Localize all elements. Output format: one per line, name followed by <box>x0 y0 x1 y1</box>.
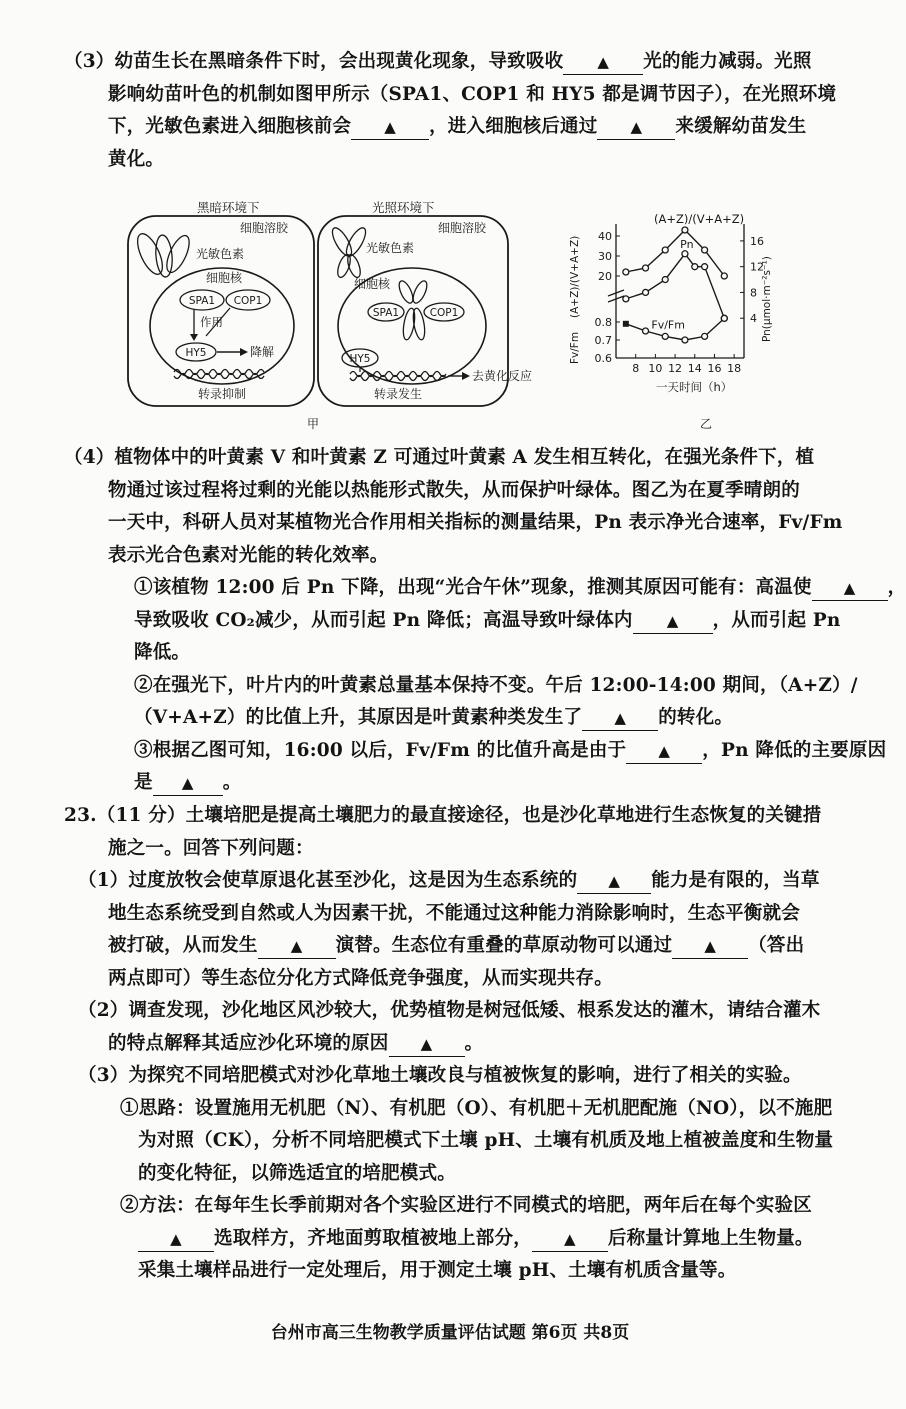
q4-line: ③根据乙图可知，16:00 以后，Fv/Fm 的比值升高是由于 ▲ ，Pn 降低的主要原因 <box>64 735 854 768</box>
hy5-label: HY5 <box>349 353 371 365</box>
figure-jia-caption: 甲 <box>307 417 320 431</box>
x-tick-label: 8 <box>632 362 640 375</box>
q4-line: 物通过该过程将过剩的光能以热能形式散失，从而保护叶绿体。图乙为在夏季晴朗的 <box>108 479 800 501</box>
answer-blank[interactable]: ▲ <box>389 1032 465 1057</box>
q23-line: 采集土壤样品进行一定处理后，用于测定土壤 pH、土壤有机质含量等。 <box>138 1260 737 1281</box>
left-tick-label: 0.8 <box>594 316 612 329</box>
series-label-az: (A+Z)/(V+A+Z) <box>654 212 745 226</box>
right-tick-label: 8 <box>750 286 757 300</box>
q4-line: 导致吸收 CO₂减少，从而引起 Pn 降低；高温导致叶绿体内 ▲ ，从而引起 Pn <box>64 605 854 638</box>
data-point <box>682 251 688 257</box>
series-line-0 <box>626 230 724 276</box>
x-tick-label: 16 <box>707 362 722 375</box>
x-tick-label: 14 <box>687 362 702 375</box>
answer-blank[interactable]: ▲ <box>258 934 336 959</box>
q3-line: 下，光敏色素进入细胞核前会 ▲ ，进入细胞核后通过 ▲ 来缓解幼苗发生 <box>64 111 854 144</box>
series-label-pn: Pn <box>680 237 694 251</box>
right-tick-label: 4 <box>750 312 757 326</box>
answer-blank[interactable]: ▲ <box>153 771 223 796</box>
left-tick-label: 0.6 <box>594 352 612 365</box>
nucleus-label: 细胞核 <box>354 277 391 291</box>
spa1-label: SPA1 <box>372 307 400 319</box>
deetiolation-label: 去黄化反应 <box>472 369 533 383</box>
left-tick-label: 20 <box>598 270 612 283</box>
x-tick-label: 12 <box>668 362 683 375</box>
q23-line: ①思路：设置施用无机肥（N）、有机肥（O）、有机肥＋无机肥配施（NO），以不施肥 <box>120 1097 833 1119</box>
answer-blank[interactable]: ▲ <box>577 869 651 894</box>
left-tick-label: 30 <box>598 250 612 263</box>
nucleus-label: 细胞核 <box>206 271 243 285</box>
question-23 <box>64 800 854 1288</box>
figure-jia-light <box>318 200 532 406</box>
data-point <box>643 328 649 334</box>
degrade-label: 降解 <box>250 345 275 359</box>
q3-line: 黄化。 <box>108 148 165 170</box>
hy5-label: HY5 <box>185 347 207 359</box>
answer-blank[interactable]: ▲ <box>626 739 702 764</box>
cop1-label: COP1 <box>429 307 459 319</box>
q23-line: ▲ 选取样方，齐地面剪取植被地上部分， ▲ 后称量计算地上生物量。 <box>64 1223 854 1256</box>
answer-blank[interactable]: ▲ <box>351 115 429 140</box>
q23-line: 地生态系统受到自然或人为因素干扰，不能通过这种能力消除影响时，生态平衡就会 <box>108 902 800 924</box>
data-point <box>662 247 668 253</box>
light-title: 光照环境下 <box>372 200 435 215</box>
x-tick-label: 10 <box>648 362 663 375</box>
left-lower-axis-label: Fv/Fm <box>569 331 581 364</box>
x-tick-label: 18 <box>727 362 742 375</box>
cytosol-label: 细胞溶胶 <box>438 221 487 235</box>
data-point <box>643 289 649 295</box>
phytochrome-shape <box>329 225 369 279</box>
q23-line: 为对照（CK），分析不同培肥模式下土壤 pH、土壤有机质及地上植被盖度和生物量 <box>138 1130 834 1151</box>
q4-line: 降低。 <box>134 642 191 663</box>
q23-line: ②方法：在每年生长季前期对各个实验区进行不同模式的培肥，两年后在每个实验区 <box>120 1195 812 1216</box>
answer-blank[interactable]: ▲ <box>672 934 748 959</box>
q23-line: （2）调查发现，沙化地区风沙较大，优势植物是树冠低矮、根系发达的灌木，请结合灌木 <box>78 1000 821 1021</box>
q23-line: （3）为探究不同培肥模式对沙化草地土壤改良与植被恢复的影响，进行了相关的实验。 <box>78 1065 802 1086</box>
figure-jia-dark <box>128 200 314 406</box>
q4-line: （4）植物体中的叶黄素 V 和叶黄素 Z 可通过叶黄素 A 发生相互转化，在强光条件下，植 <box>64 447 815 468</box>
answer-blank[interactable]: ▲ <box>633 609 713 634</box>
right-axis-label: Pn(μmol·m⁻²s⁻¹) <box>761 256 773 342</box>
data-point <box>623 269 629 275</box>
figure-area <box>122 196 772 436</box>
q23-line: 的变化特征，以筛选适宜的培肥模式。 <box>138 1162 456 1184</box>
data-point <box>692 264 698 270</box>
left-tick-label: 40 <box>598 230 612 243</box>
occur-label: 转录发生 <box>374 387 423 401</box>
page-footer: 台州市高三生物教学质量评估试题 第6页 共8页 <box>270 1323 630 1343</box>
figure-yi-chart <box>569 212 773 431</box>
q23-line: 被打破，从而发生 ▲ 演替。生态位有重叠的草原动物可以通过 ▲ （答出 <box>64 930 854 963</box>
cytosol-label: 细胞溶胶 <box>240 221 289 235</box>
answer-blank[interactable]: ▲ <box>812 576 888 601</box>
answer-blank[interactable]: ▲ <box>532 1227 608 1252</box>
q23-line: 两点即可）等生态位分化方式降低竞争强度，从而实现共存。 <box>108 967 613 989</box>
action-label: 作用 <box>200 315 223 329</box>
question-4 <box>64 442 906 800</box>
data-point <box>682 227 688 233</box>
q4-line: ①该植物 12:00 后 Pn 下降，出现“光合午休”现象，推测其原因可能有：高温使 ▲ ， <box>64 572 854 605</box>
q23-line: 施之一。回答下列问题： <box>108 837 314 859</box>
data-point <box>623 296 629 302</box>
data-point <box>702 247 708 253</box>
data-point <box>682 337 688 343</box>
answer-blank[interactable]: ▲ <box>563 50 643 75</box>
q4-line: 一天中，科研人员对某植物光合作用相关指标的测量结果，Pn 表示净光合速率，Fv/Fm <box>108 512 843 533</box>
cop1-label: COP1 <box>233 295 263 307</box>
data-point <box>702 333 708 339</box>
q3-line: （3）幼苗生长在黑暗条件下时，会出现黄化现象，导致吸收 ▲ 光的能力减弱。光照 <box>64 46 854 79</box>
question-3 <box>64 46 854 176</box>
phytochrome-label: 光敏色素 <box>196 247 245 261</box>
chart-xlabel: 一天时间（h） <box>656 380 733 394</box>
dark-title: 黑暗环境下 <box>197 200 260 215</box>
q4-line: 表示光合色素对光能的转化效率。 <box>108 544 389 566</box>
data-point <box>702 264 708 270</box>
answer-blank[interactable]: ▲ <box>597 115 675 140</box>
data-point <box>721 273 727 279</box>
q4-line: （V+A+Z）的比值上升，其原因是叶黄素种类发生了 ▲ 的转化。 <box>64 702 854 735</box>
left-upper-axis-label: (A+Z)/(V+A+Z) <box>569 235 581 318</box>
data-point <box>623 321 629 327</box>
data-point <box>662 277 668 283</box>
q4-line: ②在强光下，叶片内的叶黄素总量基本保持不变。午后 12:00-14:00 期间，（A+Z）/ <box>134 674 858 696</box>
left-tick-label: 0.7 <box>594 334 612 347</box>
answer-blank[interactable]: ▲ <box>582 706 658 731</box>
right-tick-label: 16 <box>750 234 764 248</box>
q23-line: 的特点解释其适应沙化环境的原因 ▲ 。 <box>64 1028 854 1061</box>
phytochrome-shape <box>133 230 194 277</box>
answer-blank[interactable]: ▲ <box>138 1227 214 1252</box>
phytochrome-label: 光敏色素 <box>366 241 415 255</box>
data-point <box>662 333 668 339</box>
series-label-fvfm: Fv/Fm <box>651 318 685 332</box>
q3-line: 影响幼苗叶色的机制如图甲所示（SPA1、COP1 和 HY5 都是调节因子），在光照环境 <box>108 83 837 105</box>
right-tick-label: 12 <box>750 260 764 274</box>
data-point <box>721 315 727 321</box>
q4-line: 是 ▲ 。 <box>64 767 854 800</box>
series-line-1 <box>626 254 724 318</box>
data-point <box>643 265 649 271</box>
spa1-label: SPA1 <box>188 295 216 307</box>
repress-label: 转录抑制 <box>198 387 247 401</box>
chart-title: 乙 <box>700 417 713 431</box>
q23-line: 23.（11 分）土壤培肥是提高土壤肥力的最直接途径，也是沙化草地进行生态恢复的关键措 <box>64 805 822 826</box>
q23-line: （1）过度放牧会使草原退化甚至沙化，这是因为生态系统的 ▲ 能力是有限的，当草 <box>64 865 854 898</box>
